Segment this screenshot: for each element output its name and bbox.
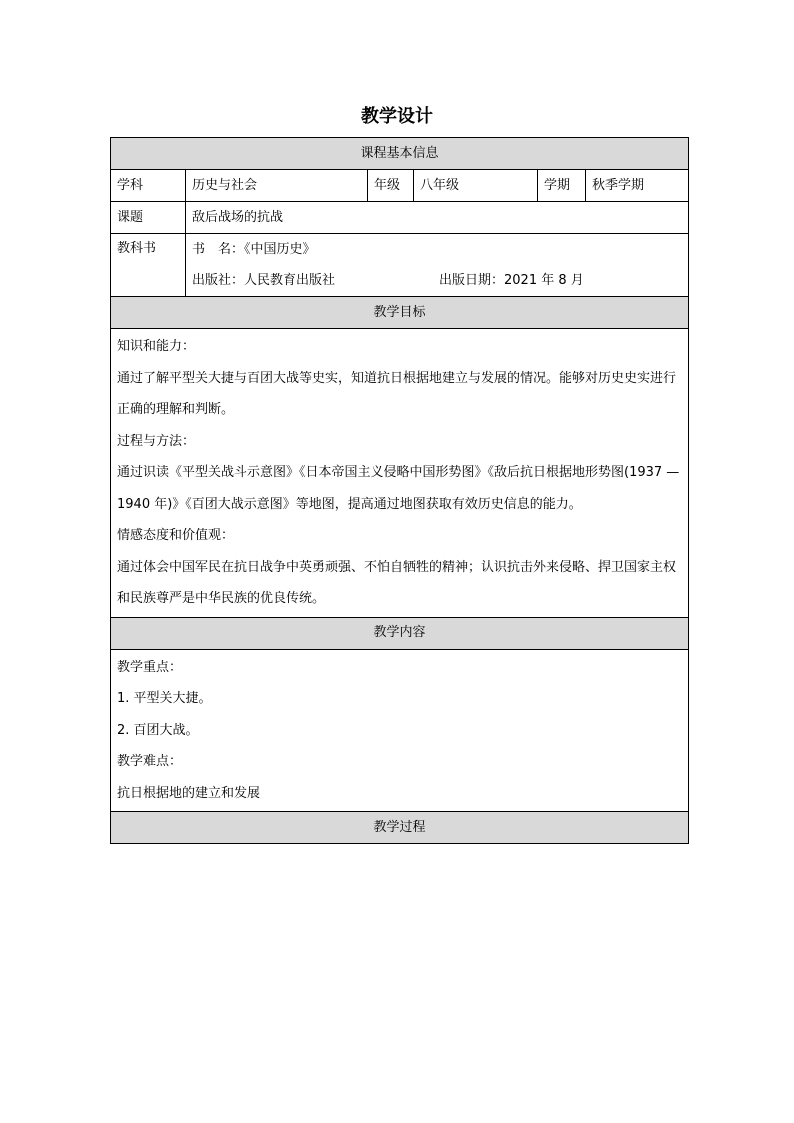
key-point-item: 2. 百团大战。: [117, 722, 199, 738]
key-points-heading: 教学重点：: [117, 659, 183, 675]
difficulty-item: 抗日根据地的建立和发展: [117, 785, 261, 801]
objective-heading-process: 过程与方法：: [117, 433, 196, 449]
book-name: 书 名：《中国历史》: [192, 242, 316, 257]
section-process: [111, 812, 689, 844]
content-block: [111, 649, 689, 812]
section-objectives: [111, 297, 689, 329]
publish-date: 出版日期：2021 年 8 月: [439, 273, 584, 288]
objective-heading-knowledge: 知识和能力：: [117, 339, 196, 354]
subject-label: 学科: [111, 170, 186, 202]
subject-row: [111, 170, 689, 202]
section-header: 教学过程: [111, 812, 689, 844]
topic-row: [111, 202, 689, 234]
objective-text-process: 通过识读《平型关战斗示意图》《日本帝国主义侵略中国形势图》《敌后抗日根据地形势图(1937 — 1940 年)》《百团大战示意图》等地图，提高通过地图获取有效历史信息的能力。: [117, 465, 680, 512]
section-header: 教学目标: [111, 297, 689, 329]
objectives-block: [111, 329, 689, 618]
grade-label: 年级: [368, 170, 414, 202]
key-point-item: 1. 平型关大捷。: [117, 691, 212, 706]
content-row: [111, 649, 689, 812]
topic-label: 课题: [111, 202, 186, 234]
objective-heading-attitude: 情感态度和价值观：: [117, 528, 235, 543]
term-value: 秋季学期: [586, 170, 689, 202]
topic-value: 敌后战场的抗战: [186, 202, 689, 234]
section-content: [111, 617, 689, 649]
textbook-row: [111, 234, 689, 297]
difficulty-heading: 教学难点：: [117, 754, 183, 769]
lesson-plan-table: [110, 137, 689, 844]
publisher: 出版社：人民教育出版社: [192, 273, 336, 288]
publisher-line: [186, 265, 688, 296]
objectives-row: [111, 329, 689, 618]
section-basic-info: [111, 138, 689, 170]
objective-text-attitude: 通过体会中国军民在抗日战争中英勇顽强、不怕自牺牲的精神；认识抗击外来侵略、捍卫国家主权和民族尊严是中华民族的优良传统。: [117, 559, 677, 606]
subject-value: 历史与社会: [186, 170, 368, 202]
grade-value: 八年级: [414, 170, 538, 202]
section-header: 课程基本信息: [111, 138, 689, 170]
document-title: 教学设计: [361, 106, 433, 127]
textbook-label: 教科书: [111, 234, 186, 297]
textbook-details: [186, 234, 689, 297]
objective-text-knowledge: 通过了解平型关大捷与百团大战等史实，知道抗日根据地建立与发展的情况。能够对历史史实进行正确的理解和判断。: [117, 370, 677, 417]
section-header: 教学内容: [111, 617, 689, 649]
term-label: 学期: [538, 170, 586, 202]
